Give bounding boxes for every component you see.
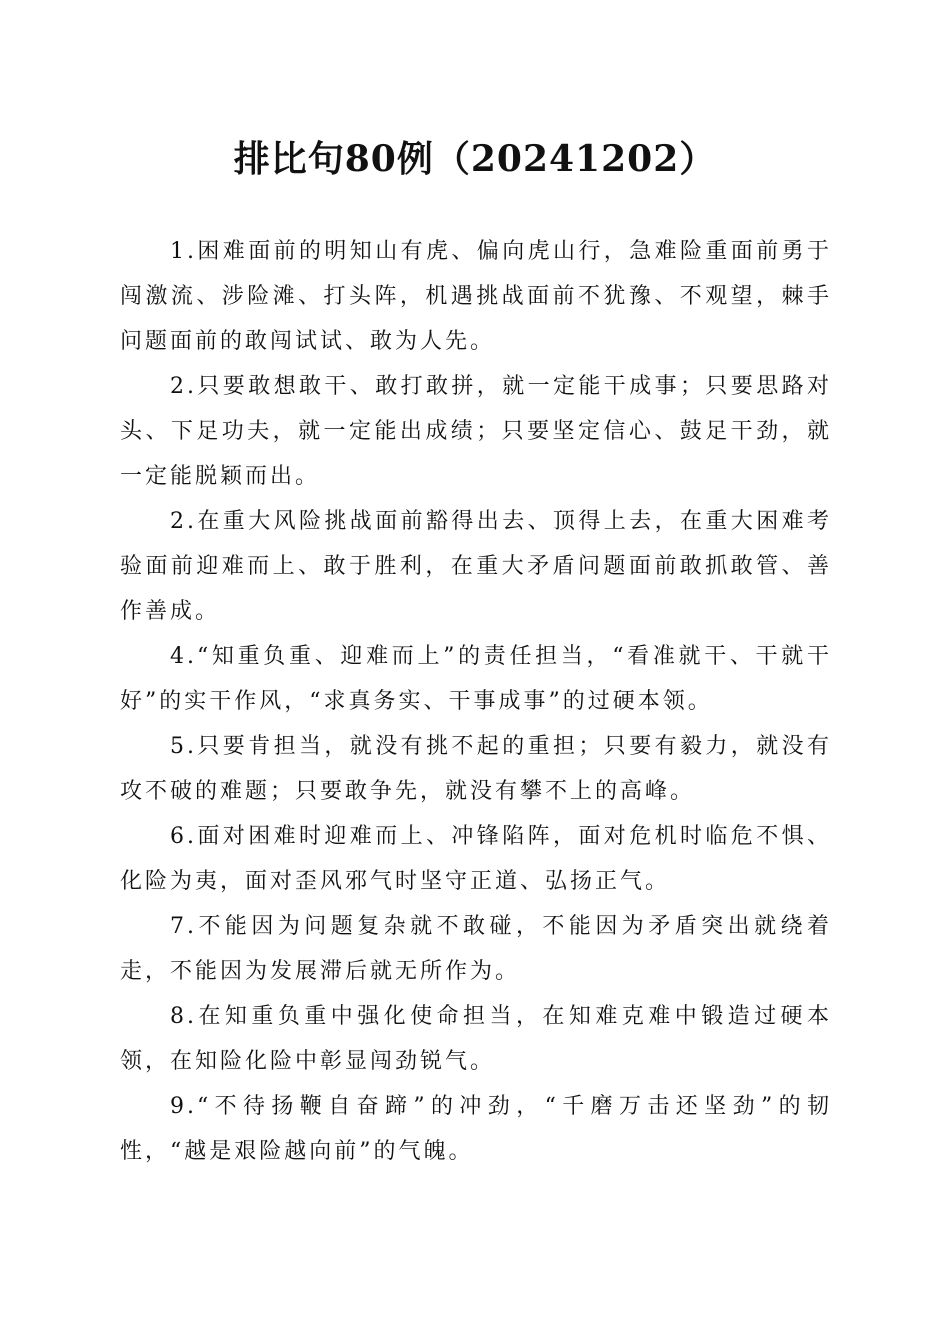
document-title: 排比句80例（20241202） <box>233 138 717 180</box>
paragraph-9: 9.“不待扬鞭自奋蹄”的冲劲，“千磨万击还坚劲”的韧性，“越是艰险越向前”的气魄。 <box>120 1094 832 1164</box>
paragraph-3: 2.在重大风险挑战面前豁得出去、顶得上去，在重大困难考验面前迎难而上、敢于胜利，在重大矛盾问题面前敢抓敢管、善作善成。 <box>120 509 832 624</box>
paragraph-2: 2.只要敢想敢干、敢打敢拼，就一定能干成事；只要思路对头、下足功夫，就一定能出成绩；只要坚定信心、鼓足干劲，就一定能脱颖而出。 <box>120 374 832 489</box>
paragraph-1: 1.困难面前的明知山有虎、偏向虎山行，急难险重面前勇于闯激流、涉险滩、打头阵，机遇挑战面前不犹豫、不观望，棘手问题面前的敢闯试试、敢为人先。 <box>120 239 832 354</box>
paragraph-7: 7.不能因为问题复杂就不敢碰，不能因为矛盾突出就绕着走，不能因为发展滞后就无所作为。 <box>120 914 832 984</box>
document-body <box>120 229 832 1174</box>
paragraph-4: 4.“知重负重、迎难而上”的责任担当，“看准就干、干就干好”的实干作风，“求真务实、干事成事”的过硬本领。 <box>120 644 832 714</box>
paragraph-8: 8.在知重负重中强化使命担当，在知难克难中锻造过硬本领，在知险化险中彰显闯劲锐气。 <box>120 1004 832 1074</box>
paragraph-6: 6.面对困难时迎难而上、冲锋陷阵，面对危机时临危不惧、化险为夷，面对歪风邪气时坚守正道、弘扬正气。 <box>120 824 832 894</box>
paragraph-5: 5.只要肯担当，就没有挑不起的重担；只要有毅力，就没有攻不破的难题；只要敢争先，就没有攀不上的高峰。 <box>120 734 832 804</box>
